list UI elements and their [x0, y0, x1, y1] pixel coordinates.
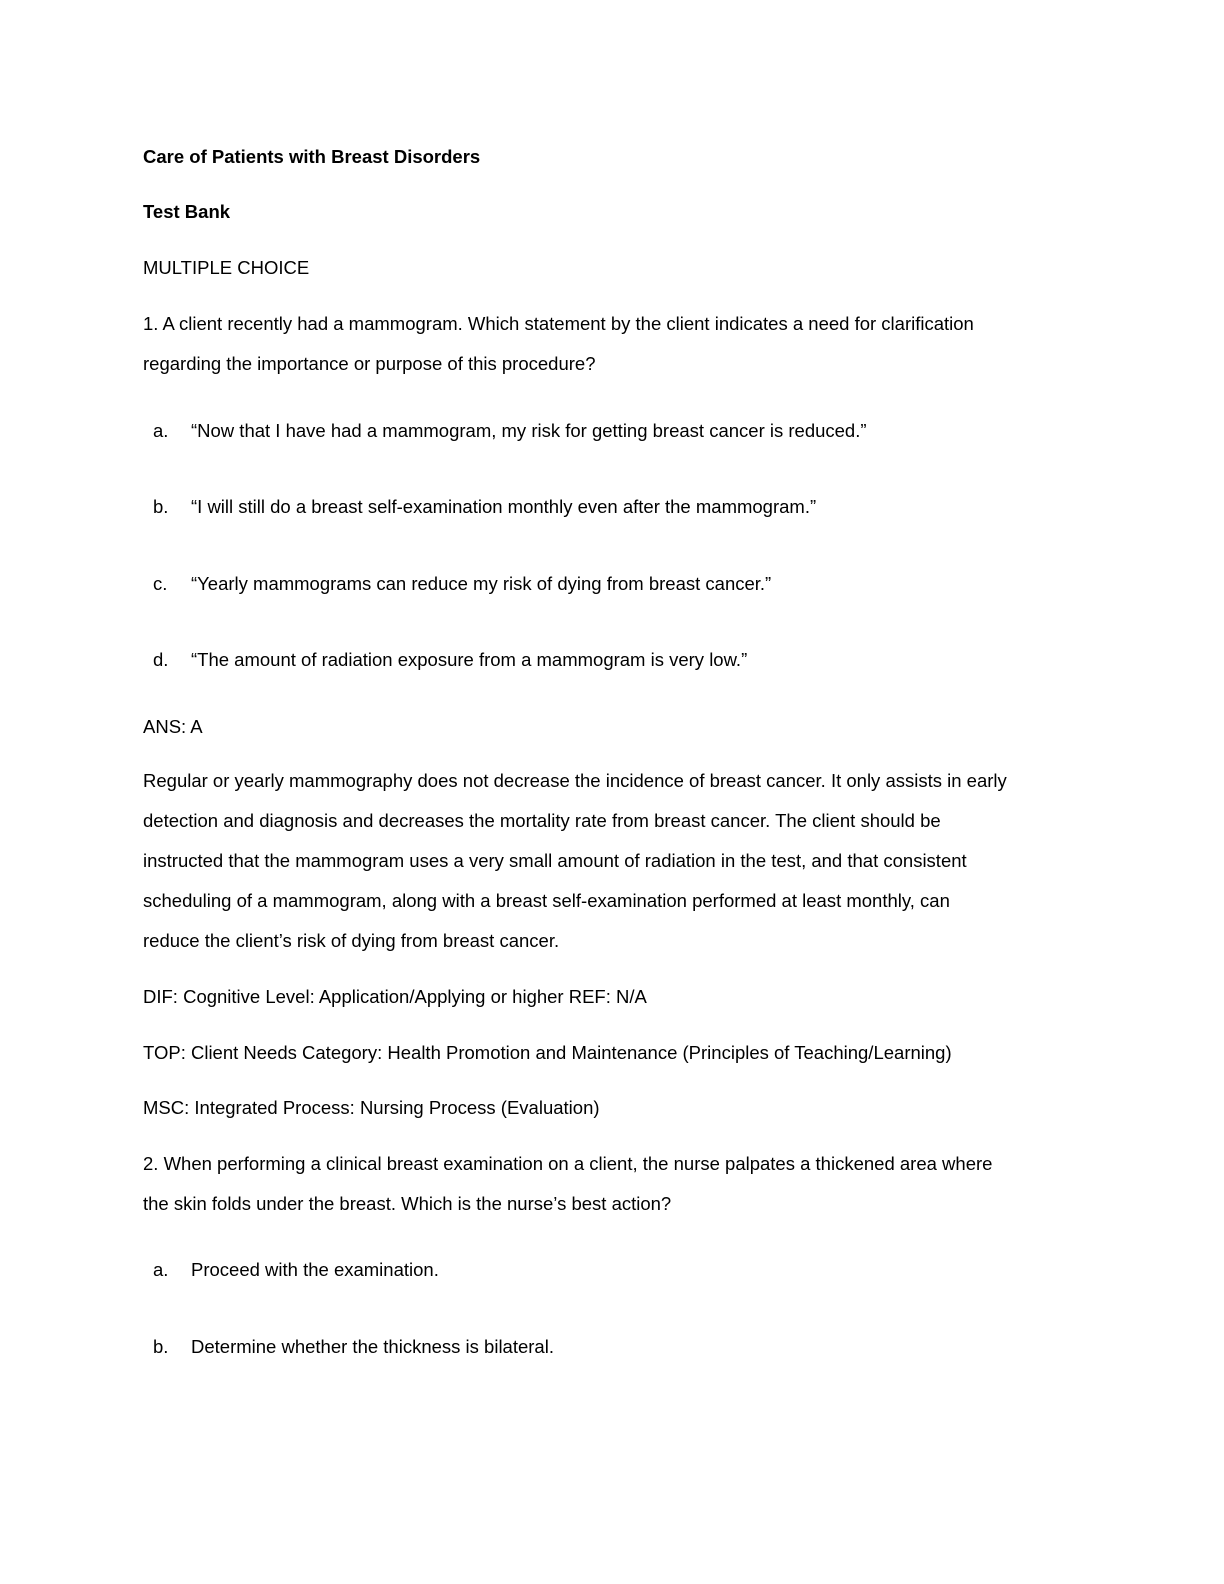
rationale-line: scheduling of a mammogram, along with a breast self-examination performed at least monthly, can	[143, 890, 950, 911]
rationale-line: detection and diagnosis and decreases the mortality rate from breast cancer. The client should be	[143, 810, 941, 831]
option-text: “Yearly mammograms can reduce my risk of dying from breast cancer.”	[191, 573, 772, 594]
question-stem-line: 1. A client recently had a mammogram. Which statement by the client indicates a need for clarification	[143, 313, 974, 334]
msc-line: MSC: Integrated Process: Nursing Process (Evaluation)	[143, 1097, 600, 1118]
answer-key: ANS: A	[143, 716, 203, 737]
topic-line: TOP: Client Needs Category: Health Promotion and Maintenance (Principles of Teaching/Learning)	[143, 1042, 952, 1063]
question-stem-line: 2. When performing a clinical breast examination on a client, the nurse palpates a thickened area where	[143, 1153, 993, 1174]
option-letter: c.	[153, 573, 168, 594]
option-text: “Now that I have had a mammogram, my risk for getting breast cancer is reduced.”	[191, 420, 867, 441]
document-title: Care of Patients with Breast Disorders	[143, 146, 481, 167]
rationale-line: reduce the client’s risk of dying from breast cancer.	[143, 930, 560, 951]
question-stem-line: the skin folds under the breast. Which is the nurse’s best action?	[143, 1193, 672, 1214]
question-stem-line: regarding the importance or purpose of this procedure?	[143, 353, 596, 374]
option-text: “The amount of radiation exposure from a mammogram is very low.”	[191, 649, 748, 670]
section-heading: MULTIPLE CHOICE	[143, 257, 310, 278]
option-letter: b.	[153, 1336, 169, 1357]
rationale-line: Regular or yearly mammography does not decrease the incidence of breast cancer. It only assists in early	[143, 770, 1007, 791]
difficulty-line: DIF: Cognitive Level: Application/Applying or higher REF: N/A	[143, 986, 647, 1007]
option-text: “I will still do a breast self-examination monthly even after the mammogram.”	[191, 496, 817, 517]
option-letter: b.	[153, 496, 169, 517]
option-letter: a.	[153, 1259, 169, 1280]
option-letter: d.	[153, 649, 169, 670]
option-letter: a.	[153, 420, 169, 441]
option-text: Determine whether the thickness is bilateral.	[191, 1336, 554, 1357]
document-subtitle: Test Bank	[143, 201, 231, 222]
option-text: Proceed with the examination.	[191, 1259, 439, 1280]
rationale-line: instructed that the mammogram uses a very small amount of radiation in the test, and that consistent	[143, 850, 967, 871]
